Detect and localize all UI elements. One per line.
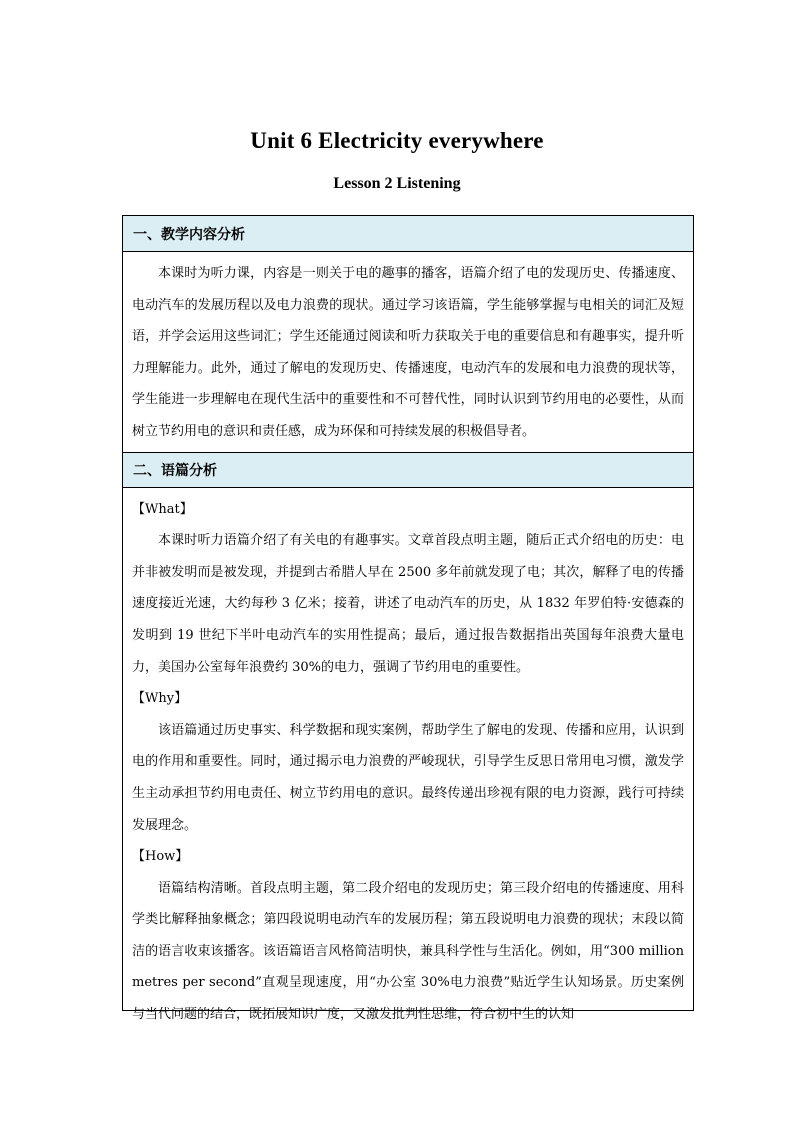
lesson-subtitle: Lesson 2 Listening <box>333 175 461 192</box>
document-title: Unit 6 Electricity everywhere <box>250 128 544 153</box>
what-tag: 【What】 <box>132 501 193 517</box>
section-heading-content-analysis: 一、教学内容分析 <box>123 216 693 252</box>
content-analysis-cell <box>123 252 693 452</box>
how-tag: 【How】 <box>132 849 189 865</box>
what-paragraph: 本课时听力语篇介绍了有关电的有趣事实。文章首段点明主题，随后正式介绍电的历史：电并非被发明而是被发现，并提到古希腊人早在 2500 多年前就发现了电；其次，解释了电的传播速度接近光速，大约每秒 3 亿米；接着，讲述了电动汽车的历史，从 1832 年罗伯特·安德森的发明到 19 世纪下半叶电动汽车的实用性提高；最后，通过报告数据指出英国每年浪费大量电力，美国办公室每年浪费约 30%的电力，强调了节约用电的重要性。 <box>132 533 684 675</box>
why-tag: 【Why】 <box>132 691 188 707</box>
how-paragraph: 语篇结构清晰。首段点明主题，第二段介绍电的发现历史；第三段介绍电的传播速度、用科学类比解释抽象概念；第四段说明电动汽车的发展历程；第五段说明电力浪费的现状；末段以简洁的语言收束该播客。该语篇语言风格简洁明快，兼具科学性与生活化。例如，用“300 million metres per second”直观呈现速度，用“办公室 30%电力浪费”贴近学生认知场景。历史案例与当代问题的结合，既拓展知识广度，又激发批判性思维，符合初中生的认知 <box>132 880 684 1023</box>
text-analysis-cell <box>123 488 693 1035</box>
lesson-analysis-table <box>122 215 694 1023</box>
section-heading-text-analysis: 二、语篇分析 <box>123 452 693 488</box>
why-paragraph: 该语篇通过历史事实、科学数据和现实案例，帮助学生了解电的发现、传播和应用，认识到电的作用和重要性。同时，通过揭示电力浪费的严峻现状，引导学生反思日常用电习惯，激发学生主动承担节约用电责任、树立节约用电的意识。最终传递出珍视有限的电力资源，践行可持续发展理念。 <box>132 722 684 833</box>
content-analysis-paragraph: 本课时为听力课，内容是一则关于电的趣事的播客，语篇介绍了电的发现历史、传播速度、电动汽车的发展历程以及电力浪费的现状。通过学习该语篇，学生能够掌握与电相关的词汇及短语，并学会运用这些词汇；学生还能通过阅读和听力获取关于电的重要信息和有趣事实，提升听力理解能力。此外，通过了解电的发现历史、传播速度，电动汽车的发展和电力浪费的现状等，学生能进一步理解电在现代生活中的重要性和不可替代性，同时认识到节约用电的必要性，从而树立节约用电的意识和责任感，成为环保和可持续发展的积极倡导者。 <box>132 266 684 439</box>
